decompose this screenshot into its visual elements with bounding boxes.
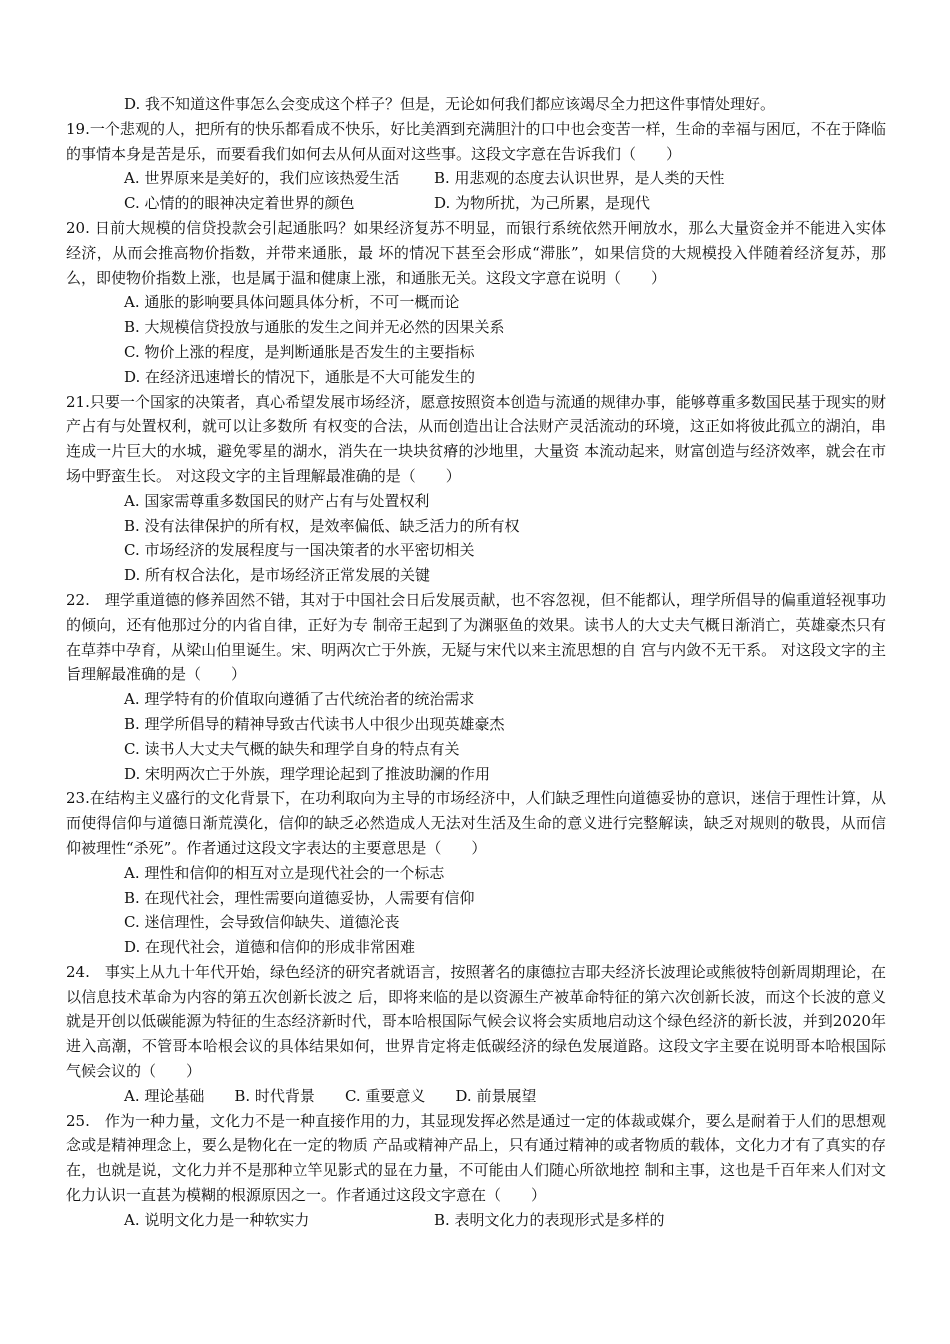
q22-option-b: B. 理学所倡导的精神导致古代读书人中很少出现英雄豪杰: [124, 714, 505, 733]
q23-option-d: D. 在现代社会，道德和信仰的形成非常困难: [124, 938, 416, 957]
q25-option-b: B. 表明文化力的表现形式是多样的: [434, 1210, 665, 1229]
q20-option-b: B. 大规模信贷投放与通胀的发生之间并无必然的因果关系: [124, 318, 505, 337]
q20-option-a: A. 通胀的影响要具体问题具体分析，不可一概而论: [124, 293, 460, 312]
q20-stem: 20. 日前大规模的信贷投款会引起通胀吗？如果经济复苏不明显，而银行系统依然开闸放水，那么大量资金并不能进入实体经济，从而会推高物价指数，并带来通胀，最 坏的情况下甚至会形成“滞胀”，如果信贷的大规模投入伴随着经济复苏，那么，即使物价指数上涨，也是属于温和健康上涨，和通胀无关。这段文字意在说明（ ）: [66, 218, 886, 287]
q23-option-a: A. 理性和信仰的相互对立是现代社会的一个标志: [124, 863, 445, 882]
q21-option-a: A. 国家需尊重多数国民的财产占有与处置权利: [124, 491, 430, 510]
q25-options-row-1: [66, 1208, 886, 1233]
q24-options-row: [66, 1084, 886, 1109]
q22-stem: 22. 理学重道德的修养固然不错，其对于中国社会日后发展贡献，也不容忽视，但不能都认，理学所倡导的偏重道轻视事功的倾向，还有他那过分的内省自律，正好为专 制帝王起到了为渊驱鱼的效果。读书人的大丈夫气概日渐消亡，英雄豪杰只有在草莽中孕育，从梁山伯里诞生。宋、明两次亡于外族，无疑与宋代以来主流思想的自 宫与内敛不无干系。 对这段文字的主旨理解最准确的是（ ）: [66, 590, 886, 684]
q20-option-d: D. 在经济迅速增长的情况下，通胀是不大可能发生的: [124, 367, 476, 386]
q23-option-b: B. 在现代社会，理性需要向道德妥协，人需要有信仰: [124, 888, 475, 907]
q22-option-c: C. 读书人大丈夫气概的缺失和理学自身的特点有关: [124, 739, 460, 758]
q19-option-b: B. 用悲观的态度去认识世界，是人类的天性: [434, 169, 725, 188]
q19-option-c: C. 心情的的眼神决定着世界的颜色: [124, 194, 355, 213]
q22-option-a: A. 理学特有的价值取向遵循了古代统治者的统治需求: [124, 690, 475, 709]
q19-stem: 19.一个悲观的人，把所有的快乐都看成不快乐，好比美酒到充满胆汁的口中也会变苦一样，生命的幸福与困厄，不在于降临的事情本身是苦是乐，而要看我们如何去从何从面对这些事。这段文字意在告诉我们（ ）: [66, 119, 886, 163]
q25-option-a: A. 说明文化力是一种软实力: [124, 1210, 310, 1229]
q19-options-row-2: [66, 191, 886, 216]
q23-option-c: C. 迷信理性，会导致信仰缺失、道德沦丧: [124, 913, 400, 932]
q18-option-d: D. 我不知道这件事怎么会变成这个样子？但是，无论如何我们都应该竭尽全力把这件事情处理好。: [124, 95, 776, 113]
q19-option-d: D. 为物所扰，为己所累，是现代: [434, 194, 651, 213]
q20-option-c: C. 物价上涨的程度，是判断通胀是否发生的主要指标: [124, 342, 475, 361]
q22-option-d: D. 宋明两次亡于外族，理学理论起到了推波助澜的作用: [124, 764, 491, 783]
q21-option-c: C. 市场经济的发展程度与一国决策者的水平密切相关: [124, 541, 475, 560]
q23-stem: 23.在结构主义盛行的文化背景下，在功利取向为主导的市场经济中，人们缺乏理性向道德妥协的意识，迷信于理性计算，从而使得信仰与道德日渐荒漠化，信仰的缺乏必然造成人无法对生活及生命的意义进行完整解读，缺乏对规则的敬畏，从而信仰被理性“杀死”。作者通过这段文字表达的主要意思是（ ）: [66, 789, 886, 857]
q21-stem: 21.只要一个国家的决策者，真心希望发展市场经济，愿意按照资本创造与流通的规律办事，能够尊重多数国民基于现实的财产占有与处置权利，就可以让多数所 有权变的合法，从而创造出让合法财产灵活流动的环境，这正如将彼此孤立的湖泊，串连成一片巨大的水城，避免零星的湖水，消失在一块块贫瘠的沙地里，大量资 本流动起来，财富创造与经济效率，就会在市场中野蛮生长。 对这段文字的主旨理解最准确的是（ ）: [66, 392, 886, 485]
q21-option-b: B. 没有法律保护的所有权，是效率偏低、缺乏活力的所有权: [124, 516, 520, 535]
q24-option-d: D. 前景展望: [455, 1086, 537, 1105]
q24-option-a: A. 理论基础: [124, 1086, 205, 1105]
q24-option-b: B. 时代背景: [234, 1086, 315, 1105]
q19-options-row-1: [66, 166, 886, 191]
q25-stem: 25. 作为一种力量，文化力不是一种直接作用的力，其显现发挥必然是通过一定的体裁或媒介，要么是耐着于人们的思想观念或是精神理念上，要么是物化在一定的物质 产品或精神产品上，只有通过精神的或者物质的载体，文化力才有了真实的存在，也就是说，文化力并不是那种立竿见影式的显在力量，不可能由人们随心所欲地控 制和主事，这也是千百年来人们对文化力认识一直甚为模糊的根源原因之一。作者通过这段文字意在（ ）: [66, 1111, 886, 1205]
q24-stem: 24. 事实上从九十年代开始，绿色经济的研究者就语言，按照著名的康德拉吉耶夫经济长波理论或熊彼特创新周期理论，在以信息技术革命为内容的第五次创新长波之 后，即将来临的是以资源生产被革命特征的第六次创新长波，而这个长波的意义就是开创以低碳能源为特征的生态经济新时代，哥本哈根国际气候会议将会实质地启动这个绿色经济的新长波，并到2020年进入高潮，不管哥本哈根会议的具体结果如何，世界肯定将走低碳经济的绿色发展道路。这段文字主要在说明哥本哈根国际气候会议的（ ）: [66, 962, 886, 1081]
q24-option-c: C. 重要意义: [344, 1086, 426, 1105]
q21-option-d: D. 所有权合法化，是市场经济正常发展的关键: [124, 566, 431, 585]
q19-option-a: A. 世界原来是美好的，我们应该热爱生活: [124, 169, 400, 188]
